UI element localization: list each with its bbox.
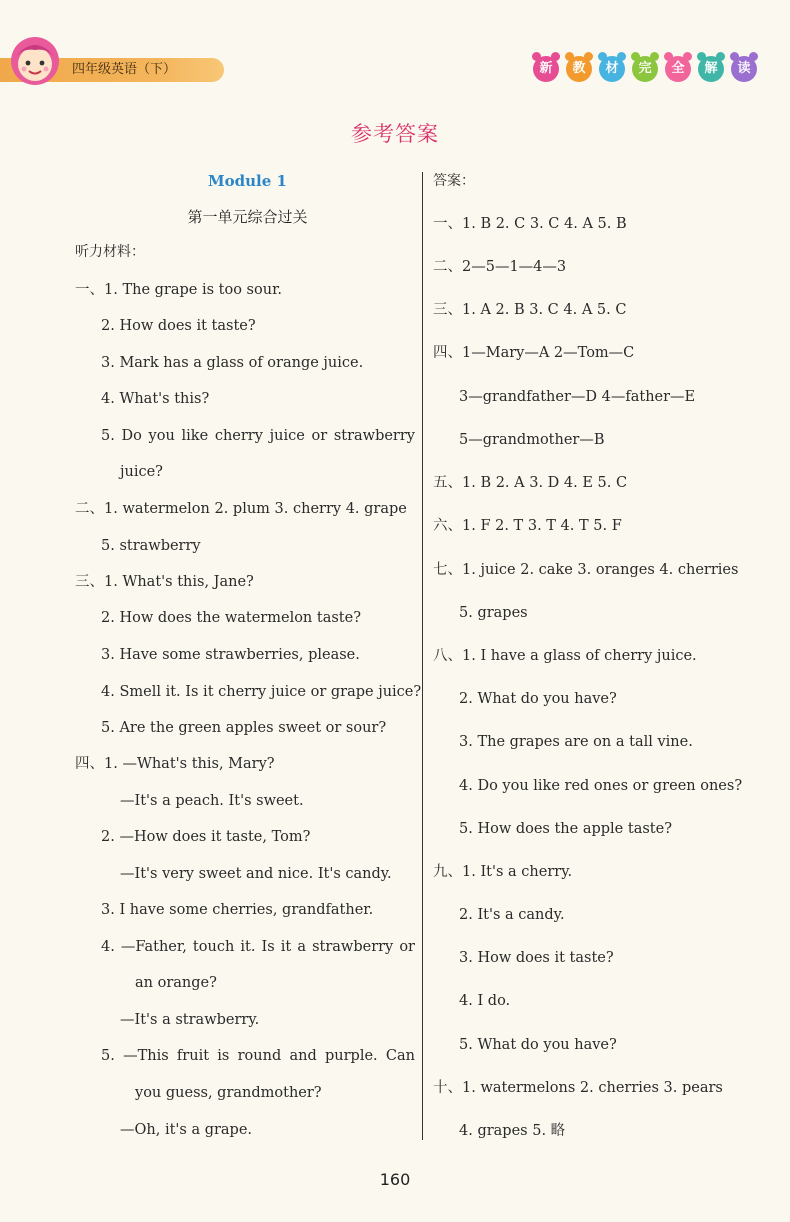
series-char: 解: [698, 56, 724, 82]
answer-line: 5. What do you have?: [459, 1037, 617, 1053]
answer-line: 3. The grapes are on a tall vine.: [459, 734, 693, 750]
text-line: 4. —Father, touch it. Is it a strawberry or: [101, 939, 415, 955]
answer-line: 5. grapes: [459, 605, 528, 621]
series-char: 完: [632, 56, 658, 82]
answer-line: 4. I do.: [459, 993, 511, 1009]
text-line: you guess, grandmother?: [135, 1085, 322, 1101]
text-line: 5. —This fruit is round and purple. Can: [101, 1048, 415, 1064]
answer-line: 5. How does the apple taste?: [459, 821, 672, 837]
text-line: 5. Do you like cherry juice or strawberry: [101, 428, 415, 444]
answer-line: 四、1—Mary—A 2—Tom—C: [433, 345, 635, 361]
answer-line: 一、1. B 2. C 3. C 4. A 5. B: [433, 216, 627, 232]
page-title: 参考答案: [351, 122, 439, 146]
text-line: —It's a peach. It's sweet.: [120, 793, 304, 809]
text-line: 一、1. The grape is too sour.: [75, 282, 283, 298]
series-char: 全: [665, 56, 691, 82]
answer-line: 二、2—5—1—4—3: [433, 259, 567, 275]
text-line: 2. How does the watermelon taste?: [101, 610, 361, 626]
text-line: juice?: [120, 464, 163, 480]
text-line: —It's very sweet and nice. It's candy.: [120, 866, 392, 882]
answer-line: 九、1. It's a cherry.: [433, 864, 573, 880]
answer-line: 八、1. I have a glass of cherry juice.: [433, 648, 697, 664]
text-line: —It's a strawberry.: [120, 1012, 260, 1028]
answer-line: 七、1. juice 2. cake 3. oranges 4. cherries: [433, 562, 739, 578]
column-divider: [422, 172, 423, 1140]
page-number: 160: [379, 1170, 411, 1189]
text-line: 三、1. What's this, Jane?: [75, 574, 254, 590]
section-label: 听力材料：: [75, 244, 145, 260]
answer-line: 4. Do you like red ones or green ones?: [459, 778, 743, 794]
series-char: 教: [566, 56, 592, 82]
text-line: 5. Are the green apples sweet or sour?: [101, 720, 387, 736]
answer-line: 三、1. A 2. B 3. C 4. A 5. C: [433, 302, 627, 318]
text-line: 四、1. —What's this, Mary?: [75, 756, 275, 772]
series-char: 新: [533, 56, 559, 82]
text-line: an orange?: [135, 975, 217, 991]
text-line: 4. What's this?: [101, 391, 210, 407]
series-char: 材: [599, 56, 625, 82]
answer-line: 2. What do you have?: [459, 691, 617, 707]
book-label: 四年级英语（下）: [72, 62, 177, 77]
text-line: 4. Smell it. Is it cherry juice or grape juice?: [101, 684, 422, 700]
girl-mascot-icon: [6, 30, 64, 88]
answer-line: 六、1. F 2. T 3. T 4. T 5. F: [433, 518, 622, 534]
answer-line: 3—grandfather—D 4—father—E: [459, 389, 696, 405]
text-line: 3. Have some strawberries, please.: [101, 647, 360, 663]
series-char: 读: [731, 56, 757, 82]
module-title: Module 1: [208, 172, 287, 190]
text-line: 3. Mark has a glass of orange juice.: [101, 355, 364, 371]
text-line: —Oh, it's a grape.: [120, 1122, 253, 1138]
text-line: 3. I have some cherries, grandfather.: [101, 902, 374, 918]
unit-title: 第一单元综合过关: [187, 208, 308, 226]
text-line: 2. How does it taste?: [101, 318, 256, 334]
answer-line: 3. How does it taste?: [459, 950, 614, 966]
text-line: 5. strawberry: [101, 538, 201, 554]
answer-line: 4. grapes 5. 略: [459, 1123, 566, 1139]
text-line: 二、1. watermelon 2. plum 3. cherry 4. grape: [75, 501, 407, 517]
answer-line: 5—grandmother—B: [459, 432, 605, 448]
text-line: 2. —How does it taste, Tom?: [101, 829, 311, 845]
answer-line: 十、1. watermelons 2. cherries 3. pears: [433, 1080, 723, 1096]
answer-line: 2. It's a candy.: [459, 907, 565, 923]
answer-line: 五、1. B 2. A 3. D 4. E 5. C: [433, 475, 628, 491]
section-label: 答案：: [433, 173, 475, 189]
